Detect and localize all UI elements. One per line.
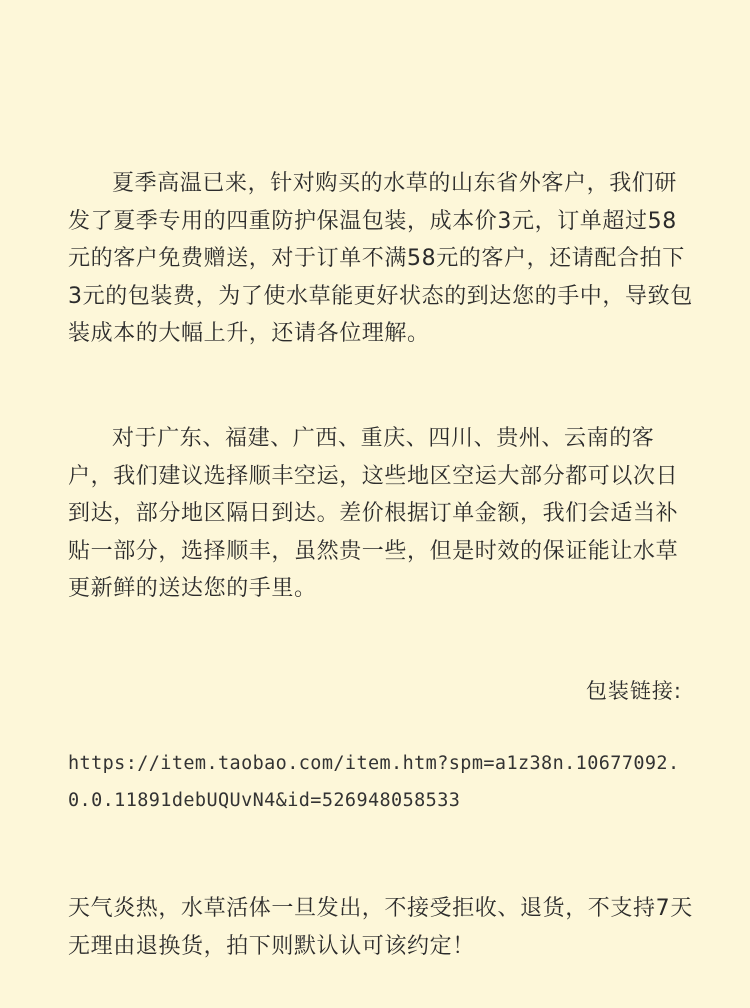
sf-air-shipping-paragraph: 对于广东、福建、广西、重庆、四川、贵州、云南的客户，我们建议选择顺丰空运，这些地区空运大部分都可以次日到达，部分地区隔日到达。差价根据订单金额，我们会适当补贴一部分，选择顺丰，虽然贵一些，但是时效的保证能让水草更新鲜的送达您的手里。 — [68, 426, 679, 601]
packaging-link-url[interactable]: https://item.taobao.com/item.htm?spm=a1z38n.10677092.0.0.11891debUQUvN4&id=526948058533 — [68, 753, 680, 811]
no-return-notice: 天气炎热，水草活体一旦发出，不接受拒收、退货，不支持7天无理由退换货，拍下则默认认可该约定！ — [68, 896, 693, 959]
summer-packaging-paragraph: 夏季高温已来，针对购买的水草的山东省外客户，我们研发了夏季专用的四重防护保温包装，成本价3元，订单超过58元的客户免费赠送，对于订单不满58元的客户，还请配合拍下3元的包装费，为了使水草能更好状态的到达您的手中，导致包装成本的大幅上升，还请各位理解。 — [68, 171, 693, 346]
packaging-link-label: 包装链接: — [585, 679, 682, 703]
